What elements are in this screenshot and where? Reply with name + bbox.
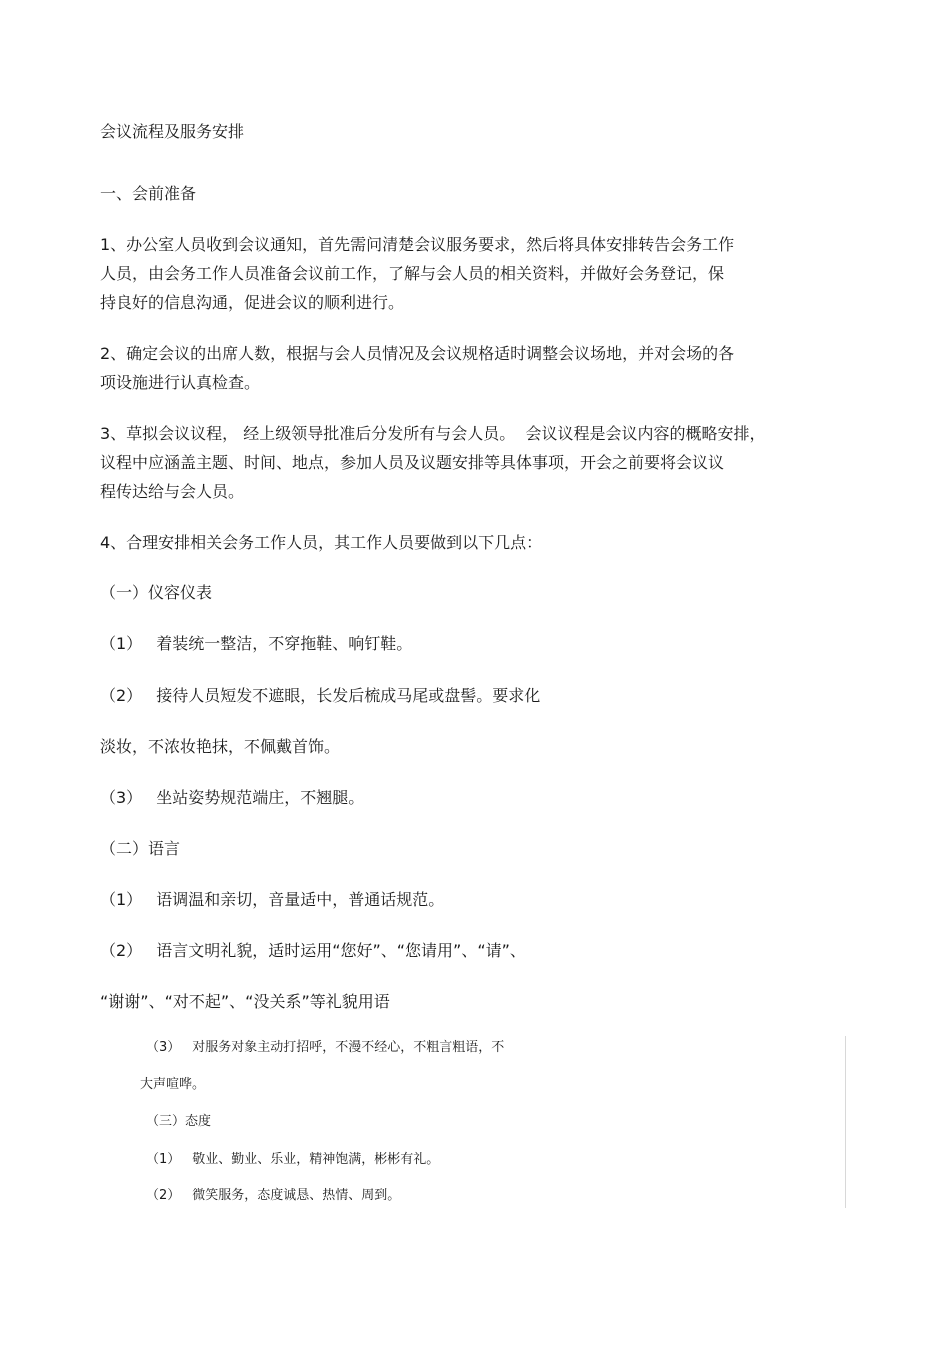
- list-item: [100, 885, 444, 914]
- list-item-number: （1）: [100, 634, 143, 653]
- sub-heading-appearance: （一）仪容仪表: [100, 583, 213, 602]
- list-item-number: （2）: [100, 686, 143, 705]
- list-item-number: （1）: [100, 890, 143, 909]
- item1-line2: 人员，由会务工作人员准备会议前工作，了解与会人员的相关资料，并做好会务登记，保: [100, 264, 725, 283]
- list-item-number: （3）: [146, 1040, 181, 1055]
- list-item: [146, 1038, 504, 1058]
- sub-heading-language: （二）语言: [100, 839, 181, 858]
- list-item-text: 坐站姿势规范端庄，不翘腿。: [156, 788, 365, 807]
- document-title: 会议流程及服务安排: [100, 122, 245, 141]
- list-item: [100, 681, 540, 710]
- item3-line2: 议程中应涵盖主题、时间、地点，参加人员及议题安排等具体事项，开会之前要将会议议: [100, 453, 725, 472]
- item1-line3: 持良好的信息沟通，促进会议的顺利进行。: [100, 293, 405, 312]
- item3-line1: 3、草拟会议议程， 经上级领导批准后分发所有与会人员。 会议议程是会议内容的概略安排，: [100, 424, 766, 443]
- list-item-number: （2）: [146, 1188, 181, 1203]
- section-heading-pre-meeting: 一、会前准备: [100, 184, 197, 203]
- list-item: [100, 936, 526, 965]
- item2-line2: 项设施进行认真检查。: [100, 373, 261, 392]
- list-item-text: 微笑服务，态度诚恳、热情、周到。: [192, 1188, 401, 1203]
- list-item: [146, 1186, 400, 1206]
- item2-line1: 2、确定会议的出席人数，根据与会人员情况及会议规格适时调整会议场地，并对会场的各: [100, 344, 735, 363]
- item1-line1: 1、办公室人员收到会议通知，首先需问清楚会议服务要求，然后将具体安排转告会务工作: [100, 235, 735, 254]
- sub-heading-attitude: （三）态度: [146, 1114, 212, 1129]
- list-item: [146, 1150, 439, 1170]
- list-item-text: 对服务对象主动打招呼，不漫不经心，不粗言粗语，不: [192, 1040, 505, 1055]
- list-item-text: 接待人员短发不遮眼，长发后梳成马尾或盘髻。要求化: [156, 686, 541, 705]
- item4-line: 4、合理安排相关会务工作人员，其工作人员要做到以下几点：: [100, 533, 543, 552]
- list-item-text: 语言文明礼貌，适时运用“您好”、“您请用”、“请”、: [156, 941, 526, 960]
- list-item-text: 着装统一整洁，不穿拖鞋、响钉鞋。: [156, 634, 413, 653]
- list-item-number: （2）: [100, 941, 143, 960]
- vertical-divider: [845, 1036, 846, 1208]
- list-item: [100, 629, 412, 658]
- item3-line3: 程传达给与会人员。: [100, 482, 245, 501]
- list-item-number: （3）: [100, 788, 143, 807]
- list-item-continuation: “谢谢”、“对不起”、“没关系”等礼貌用语: [100, 992, 390, 1011]
- list-item-number: （1）: [146, 1152, 181, 1167]
- list-item-continuation: 大声喧哗。: [140, 1077, 206, 1092]
- list-item: [100, 783, 364, 812]
- list-item-text: 敬业、勤业、乐业，精神饱满，彬彬有礼。: [192, 1152, 440, 1167]
- list-item-text: 语调温和亲切，音量适中，普通话规范。: [156, 890, 445, 909]
- list-item-continuation: 淡妆，不浓妆艳抹，不佩戴首饰。: [100, 737, 341, 756]
